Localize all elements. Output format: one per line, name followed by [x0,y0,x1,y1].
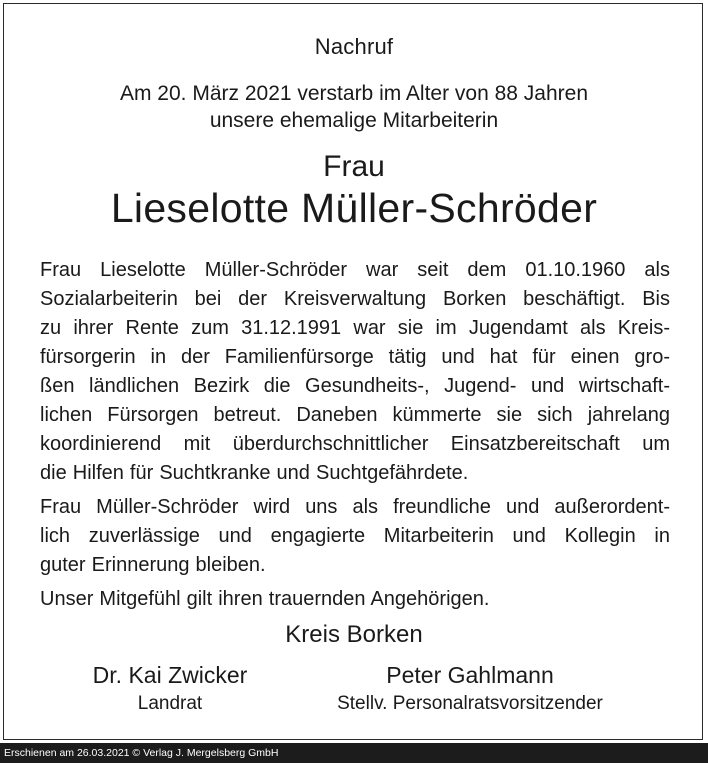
text-line: Sozialarbeiterin bei der Kreisverwaltung Borken beschäftigt. Bis [40,288,670,310]
publication-footer: Erschienen am 26.03.2021 © Verlag J. Mergelsberg GmbH [0,743,708,763]
signatory-block [60,661,280,717]
text-line: fürsorgerin in der Familienfürsorge tätig und hat für einen gro- [40,346,670,368]
text-line: Unser Mitgefühl gilt ihren trauernden Angehörigen. [40,588,490,610]
organization-name: Kreis Borken [285,621,423,648]
text-line: koordinierend mit überdurchschnittlicher Einsatzbereitschaft um [40,433,670,455]
text-line: ßen ländlichen Bezirk die Gesundheits-, Jugend- und wirtschaft- [40,375,670,397]
text-line: lich zuverlässige und engagierte Mitarbeiterin und Kollegin in [40,525,670,547]
text-line: lichen Fürsorgen betreut. Daneben kümmerte sie sich jahrelang [40,404,670,426]
remembrance-paragraph [40,493,670,580]
signatory-name: Peter Gahlmann [386,662,554,688]
signatory-role: Landrat [137,693,203,714]
text-line: guter Erinnerung bleiben. [40,554,266,576]
salutation: Frau [323,150,385,183]
biography-paragraph [40,256,670,488]
intro-line: Am 20. März 2021 verstarb im Alter von 88 Jahren [119,82,589,105]
text-line: die Hilfen für Suchtkranke und Suchtgefährdete. [40,462,469,484]
signatory-block [300,661,640,717]
deceased-name: Lieselotte Müller-Schröder [110,185,598,231]
condolence-paragraph [40,585,670,614]
text-line: Frau Müller-Schröder wird uns als freundliche und außerordent- [40,496,670,518]
notice-heading: Nachruf [314,34,394,59]
signatory-role: Stellv. Personalratsvorsitzender [337,693,603,714]
intro-line: unsere ehemalige Mitarbeiterin [209,109,499,132]
signatory-name: Dr. Kai Zwicker [92,662,248,688]
text-line: zu ihrer Rente zum 31.12.1991 war sie im Jugendamt als Kreis- [40,317,670,339]
text-line: Frau Lieselotte Müller-Schröder war seit dem 01.10.1960 als [40,259,670,281]
